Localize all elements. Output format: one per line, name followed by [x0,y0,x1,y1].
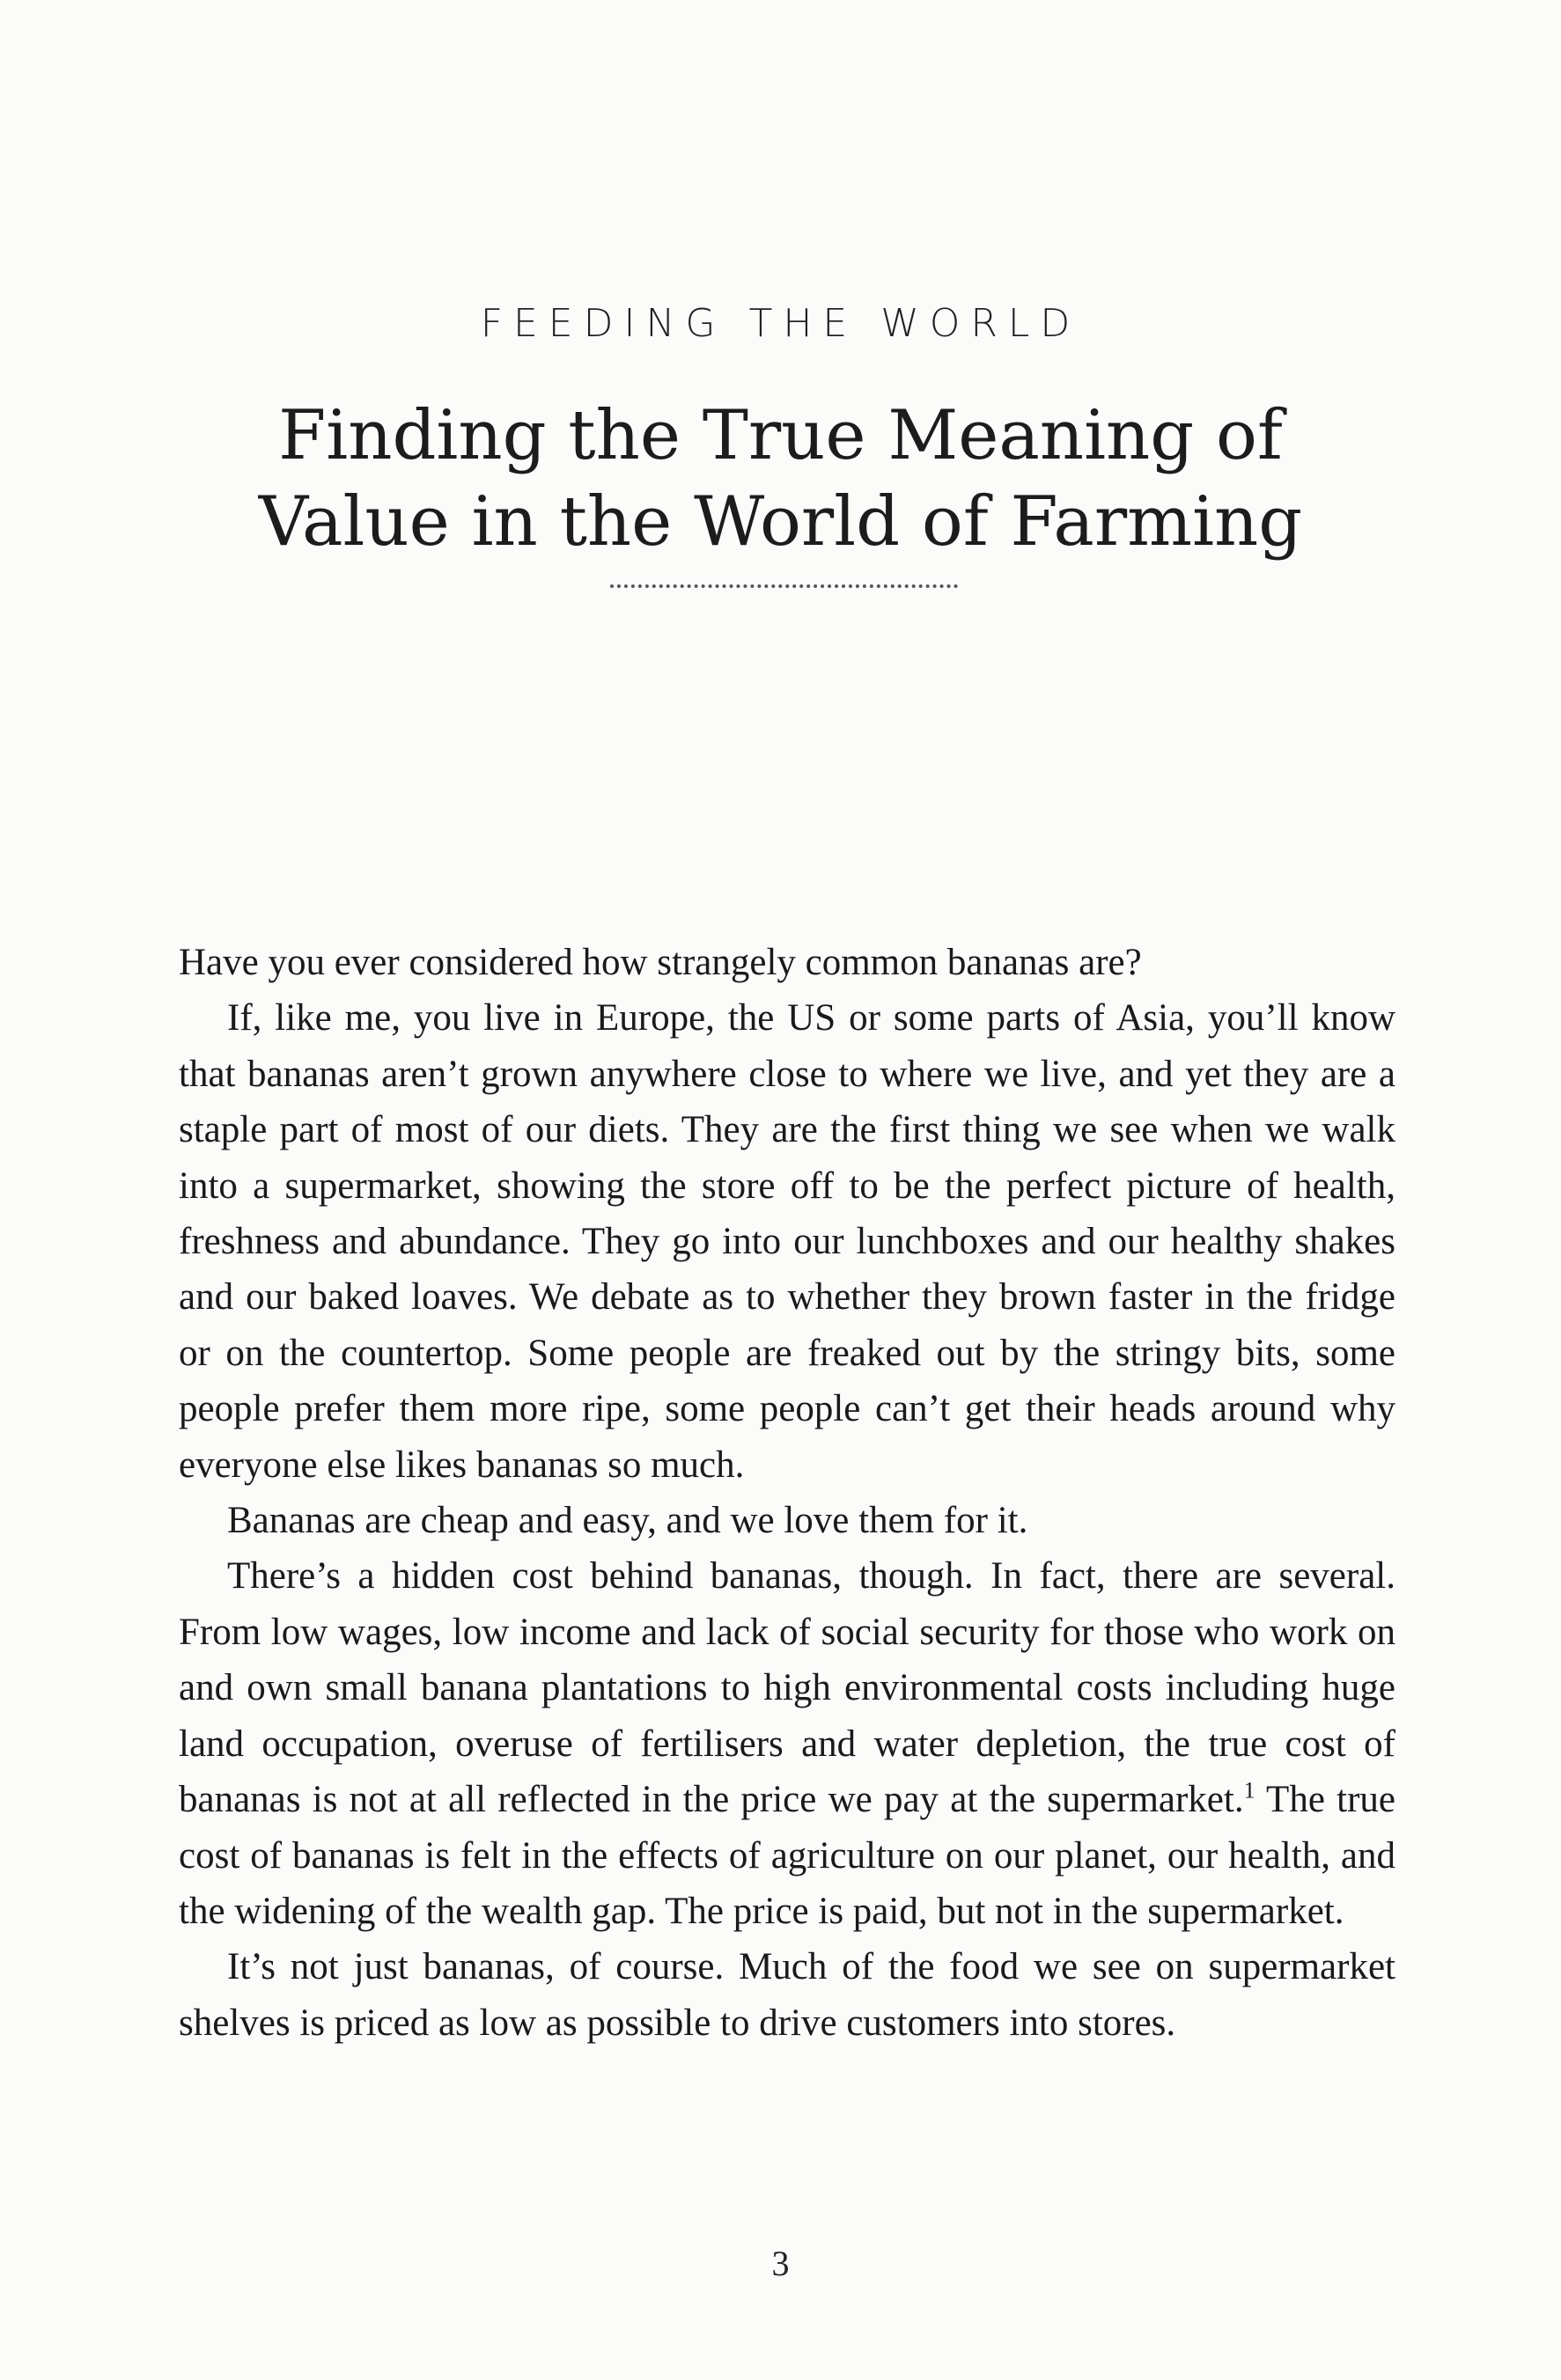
paragraph-1: Have you ever considered how strangely common bananas are? [179,942,1142,983]
chapter-title-line-2: Value in the World of Farming [258,482,1303,562]
chapter-title [0,393,1561,565]
paragraph-4-text-after-footnote: The true cost of bananas is felt in the effects of agriculture on our planet, our health, and the widening of the wealth gap. The price is paid, but not in the supermarket. [179,1779,1395,1932]
footnote-reference: 1 [1243,1777,1255,1803]
paragraph-3: Bananas are cheap and easy, and we love them for it. [227,1500,1028,1542]
chapter-title-line-1: Finding the True Meaning of [278,396,1283,475]
paragraph-5: It’s not just bananas, of course. Much of the food we see on supermarket shelves is priced as low as possible to drive customers into stores. [179,1946,1395,2044]
dotted-divider [610,584,958,588]
paragraph-2: If, like me, you live in Europe, the US or some parts of Asia, you’ll know that bananas aren’t grown anywhere close to where we live, and yet they are a staple part of most of our diets. They are the first thing we see when we walk into a supermarket, showing the store off to be the perfect picture of health, freshness and abundance. They go into our lunchboxes and our healthy shakes and our baked loaves. We debate as to whether they brown faster in the fridge or on the countertop. Some people are freaked out by the stringy bits, some people prefer them more ripe, some people can’t get their heads around why everyone else likes bananas so much. [179,997,1395,1486]
body-text [179,935,1395,2051]
section-label: FEEDING THE WORLD [480,301,1081,346]
page-number: 3 [771,2244,790,2283]
paragraph-4-text-before-footnote: There’s a hidden cost behind bananas, though. In fact, there are several. From low wages, low income and lack of social security for those who work on and own small banana plantations to high environmental costs including huge land occupation, overuse of fertilisers and water depletion, the true cost of bananas is not at all reflected in the price we pay at the supermarket. [179,1555,1395,1821]
paragraph-4 [179,1548,1395,1939]
